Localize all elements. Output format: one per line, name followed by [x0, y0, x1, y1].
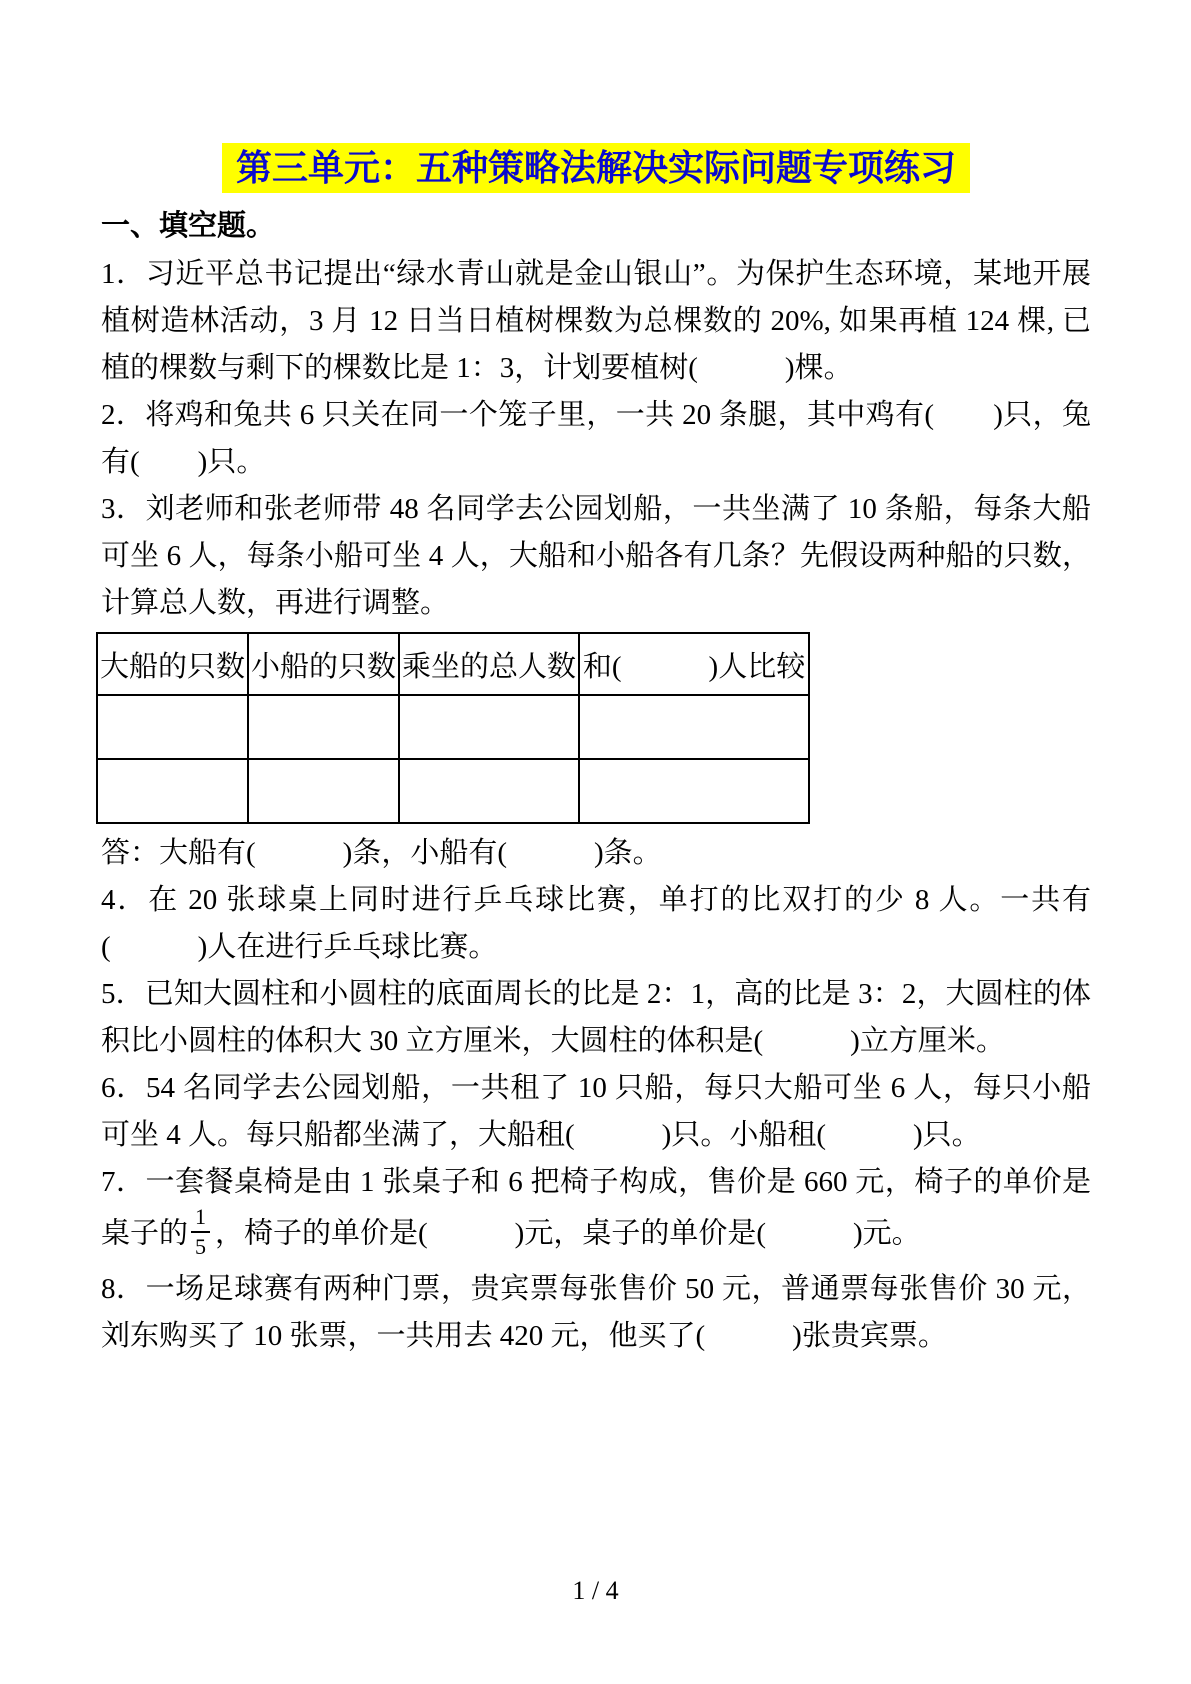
question-7-text-after: ，椅子的单价是( )元，桌子的单价是( )元。 — [215, 1217, 921, 1250]
table-cell — [399, 695, 579, 759]
table-cell — [248, 695, 399, 759]
title-row — [101, 143, 1091, 193]
table-cell — [399, 759, 579, 823]
question-4: 4．在 20 张球桌上同时进行乒乓球比赛，单打的比双打的少 8 人。一共有( )人在进行乒乓球比赛。 — [101, 884, 1091, 963]
fraction-numerator: 1 — [195, 1204, 207, 1229]
fraction-one-fifth — [191, 1206, 210, 1258]
page-title: 第三单元：五种策略法解决实际问题专项练习 — [222, 143, 970, 193]
table-cell — [97, 695, 248, 759]
table-cell — [579, 695, 809, 759]
table-row — [97, 695, 809, 759]
table-row — [97, 759, 809, 823]
section-heading: 一、填空题。 — [101, 210, 276, 242]
boat-assumption-table — [96, 632, 810, 824]
table-header-row — [97, 633, 809, 695]
question-5: 5．已知大圆柱和小圆柱的底面周长的比是 2：1，高的比是 3：2，大圆柱的体积比小圆柱的体积大 30 立方厘米，大圆柱的体积是( )立方厘米。 — [101, 978, 1091, 1057]
page-number: 1 / 4 — [572, 1576, 619, 1605]
question-3: 3．刘老师和张老师带 48 名同学去公园划船，一共坐满了 10 条船，每条大船可坐 6 人，每条小船可坐 4 人，大船和小船各有几条？先假设两种船的只数，计算总人数，再进行调整。 — [101, 493, 1091, 619]
table-cell — [248, 759, 399, 823]
question-7-text-before: 7．一套餐桌椅是由 1 张桌子和 6 把椅子构成，售价是 660 元，椅子的单价是桌子的 — [101, 1166, 1091, 1250]
table-cell — [579, 759, 809, 823]
question-2: 2．将鸡和兔共 6 只关在同一个笼子里，一共 20 条腿，其中鸡有( )只，兔有( )只。 — [101, 399, 1091, 478]
question-1: 1．习近平总书记提出“绿水青山就是金山银山”。为保护生态环境，某地开展植树造林活动，3 月 12 日当日植树棵数为总棵数的 20%, 如果再植 124 棵, 已植的棵数与剩下的棵数比是 1：3，计划要植树( )棵。 — [101, 258, 1091, 384]
question-6: 6．54 名同学去公园划船，一共租了 10 只船，每只大船可坐 6 人，每只小船可坐 4 人。每只船都坐满了，大船租( )只。小船租( )只。 — [101, 1072, 1091, 1151]
fraction-denominator: 5 — [191, 1231, 210, 1258]
table-header-compare-with: 和( )人比较 — [579, 633, 809, 695]
question-3-answer: 答：大船有( )条，小船有( )条。 — [101, 837, 662, 869]
table-header-small-boat-count: 小船的只数 — [248, 633, 399, 695]
table-header-big-boat-count: 大船的只数 — [97, 633, 248, 695]
question-8: 8．一场足球赛有两种门票，贵宾票每张售价 50 元，普通票每张售价 30 元，刘东购买了 10 张票，一共用去 420 元，他买了( )张贵宾票。 — [101, 1273, 1091, 1352]
table-cell — [97, 759, 248, 823]
table-header-total-passengers: 乘坐的总人数 — [399, 633, 579, 695]
question-7 — [101, 1159, 1091, 1266]
